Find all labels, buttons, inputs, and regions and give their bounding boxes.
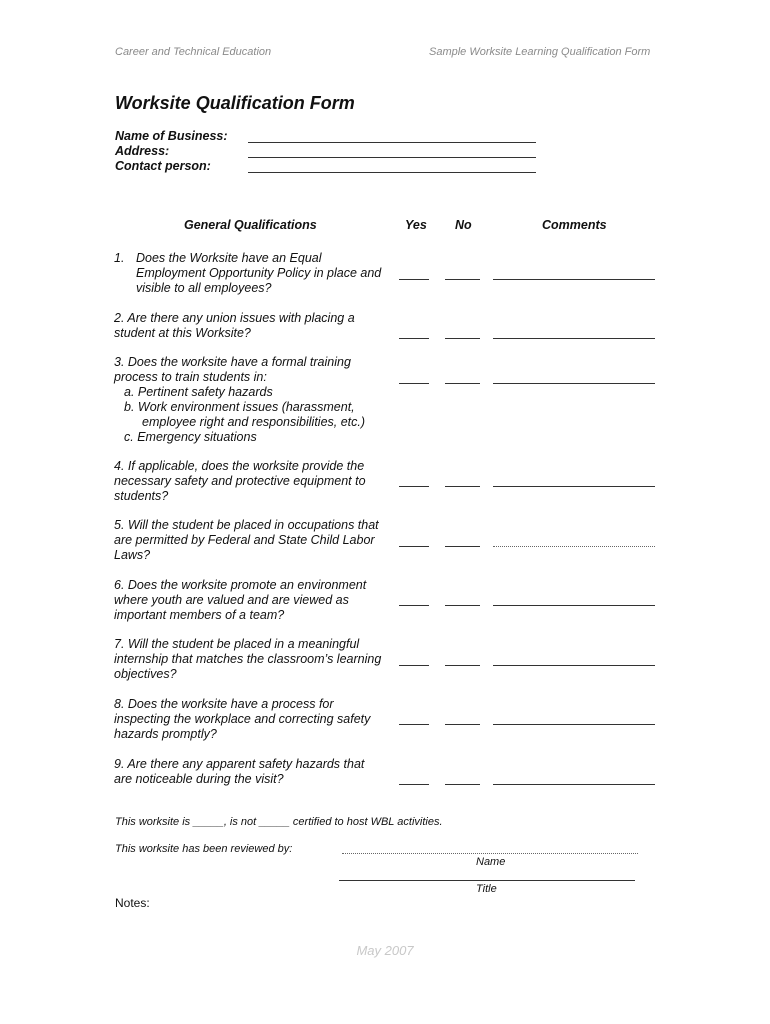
q2-comment-field[interactable] xyxy=(493,338,655,339)
q1-comment-field[interactable] xyxy=(493,279,655,280)
contact-field[interactable] xyxy=(248,172,536,173)
reviewed-by-label: This worksite has been reviewed by: xyxy=(115,843,293,855)
column-comments: Comments xyxy=(542,218,607,232)
question-6: 6. Does the worksite promote an environment where youth are valued and are viewed as important members of a team? xyxy=(114,578,367,622)
q1-yes-field[interactable] xyxy=(399,279,429,280)
footer-date: May 2007 xyxy=(356,943,414,958)
address-field[interactable] xyxy=(248,157,536,158)
column-no: No xyxy=(455,218,472,232)
question-4: 4. If applicable, does the worksite provide the necessary safety and protective equipment to students? xyxy=(114,459,366,503)
question-5: 5. Will the student be placed in occupations that are permitted by Federal and State Child Labor Laws? xyxy=(114,518,379,562)
question-1: 1. Does the Worksite have an Equal Employment Opportunity Policy in place and visible to all employees? xyxy=(114,251,382,295)
q8-no-field[interactable] xyxy=(445,724,480,725)
question-7: 7. Will the student be placed in a meaningful internship that matches the classroom’s learning objectives? xyxy=(114,637,382,681)
question-8: 8. Does the worksite have a process for inspecting the workplace and correcting safety hazards promptly? xyxy=(114,697,371,741)
q3-no-field[interactable] xyxy=(445,383,480,384)
q8-comment-field[interactable] xyxy=(493,724,655,725)
q3-comment-field[interactable] xyxy=(493,383,655,384)
q5-yes-field[interactable] xyxy=(399,546,429,547)
question-1-number: 1. xyxy=(114,251,125,265)
certification-text: This worksite is _____, is not _____ certified to host WBL activities. xyxy=(115,816,443,828)
question-3: 3. Does the worksite have a formal training process to train students in: a. Pertinent safety hazards b. Work environment issues (harassment, employee right and responsibilities, etc.) c. Emergency situations xyxy=(114,355,366,444)
question-9: 9. Are there any apparent safety hazards that are noticeable during the visit? xyxy=(114,757,365,786)
business-label: Name of Business: xyxy=(115,129,228,143)
q5-no-field[interactable] xyxy=(445,546,480,547)
name-caption: Name xyxy=(476,856,506,868)
q7-yes-field[interactable] xyxy=(399,665,429,666)
q4-no-field[interactable] xyxy=(445,486,480,487)
reviewer-title-field[interactable] xyxy=(339,880,635,881)
contact-label: Contact person: xyxy=(115,159,211,173)
q4-yes-field[interactable] xyxy=(399,486,429,487)
q9-comment-field[interactable] xyxy=(493,784,655,785)
q2-yes-field[interactable] xyxy=(399,338,429,339)
q1-no-field[interactable] xyxy=(445,279,480,280)
business-field[interactable] xyxy=(248,142,536,143)
title-caption: Title xyxy=(476,883,497,895)
q7-comment-field[interactable] xyxy=(493,665,655,666)
q4-comment-field[interactable] xyxy=(493,486,655,487)
q6-yes-field[interactable] xyxy=(399,605,429,606)
question-2: 2. Are there any union issues with placing a student at this Worksite? xyxy=(114,311,355,340)
column-yes: Yes xyxy=(405,218,427,232)
header-right: Sample Worksite Learning Qualification Form xyxy=(429,46,651,58)
column-general: General Qualifications xyxy=(184,218,317,232)
reviewer-name-field[interactable] xyxy=(342,853,638,854)
q5-comment-field[interactable] xyxy=(493,546,655,547)
q2-no-field[interactable] xyxy=(445,338,480,339)
q9-no-field[interactable] xyxy=(445,784,480,785)
q9-yes-field[interactable] xyxy=(399,784,429,785)
notes-label: Notes: xyxy=(115,896,150,910)
page-title: Worksite Qualification Form xyxy=(115,93,355,113)
q6-no-field[interactable] xyxy=(445,605,480,606)
q3-yes-field[interactable] xyxy=(399,383,429,384)
address-label: Address: xyxy=(115,144,170,158)
q7-no-field[interactable] xyxy=(445,665,480,666)
q8-yes-field[interactable] xyxy=(399,724,429,725)
header-left: Career and Technical Education xyxy=(115,46,272,58)
q6-comment-field[interactable] xyxy=(493,605,655,606)
